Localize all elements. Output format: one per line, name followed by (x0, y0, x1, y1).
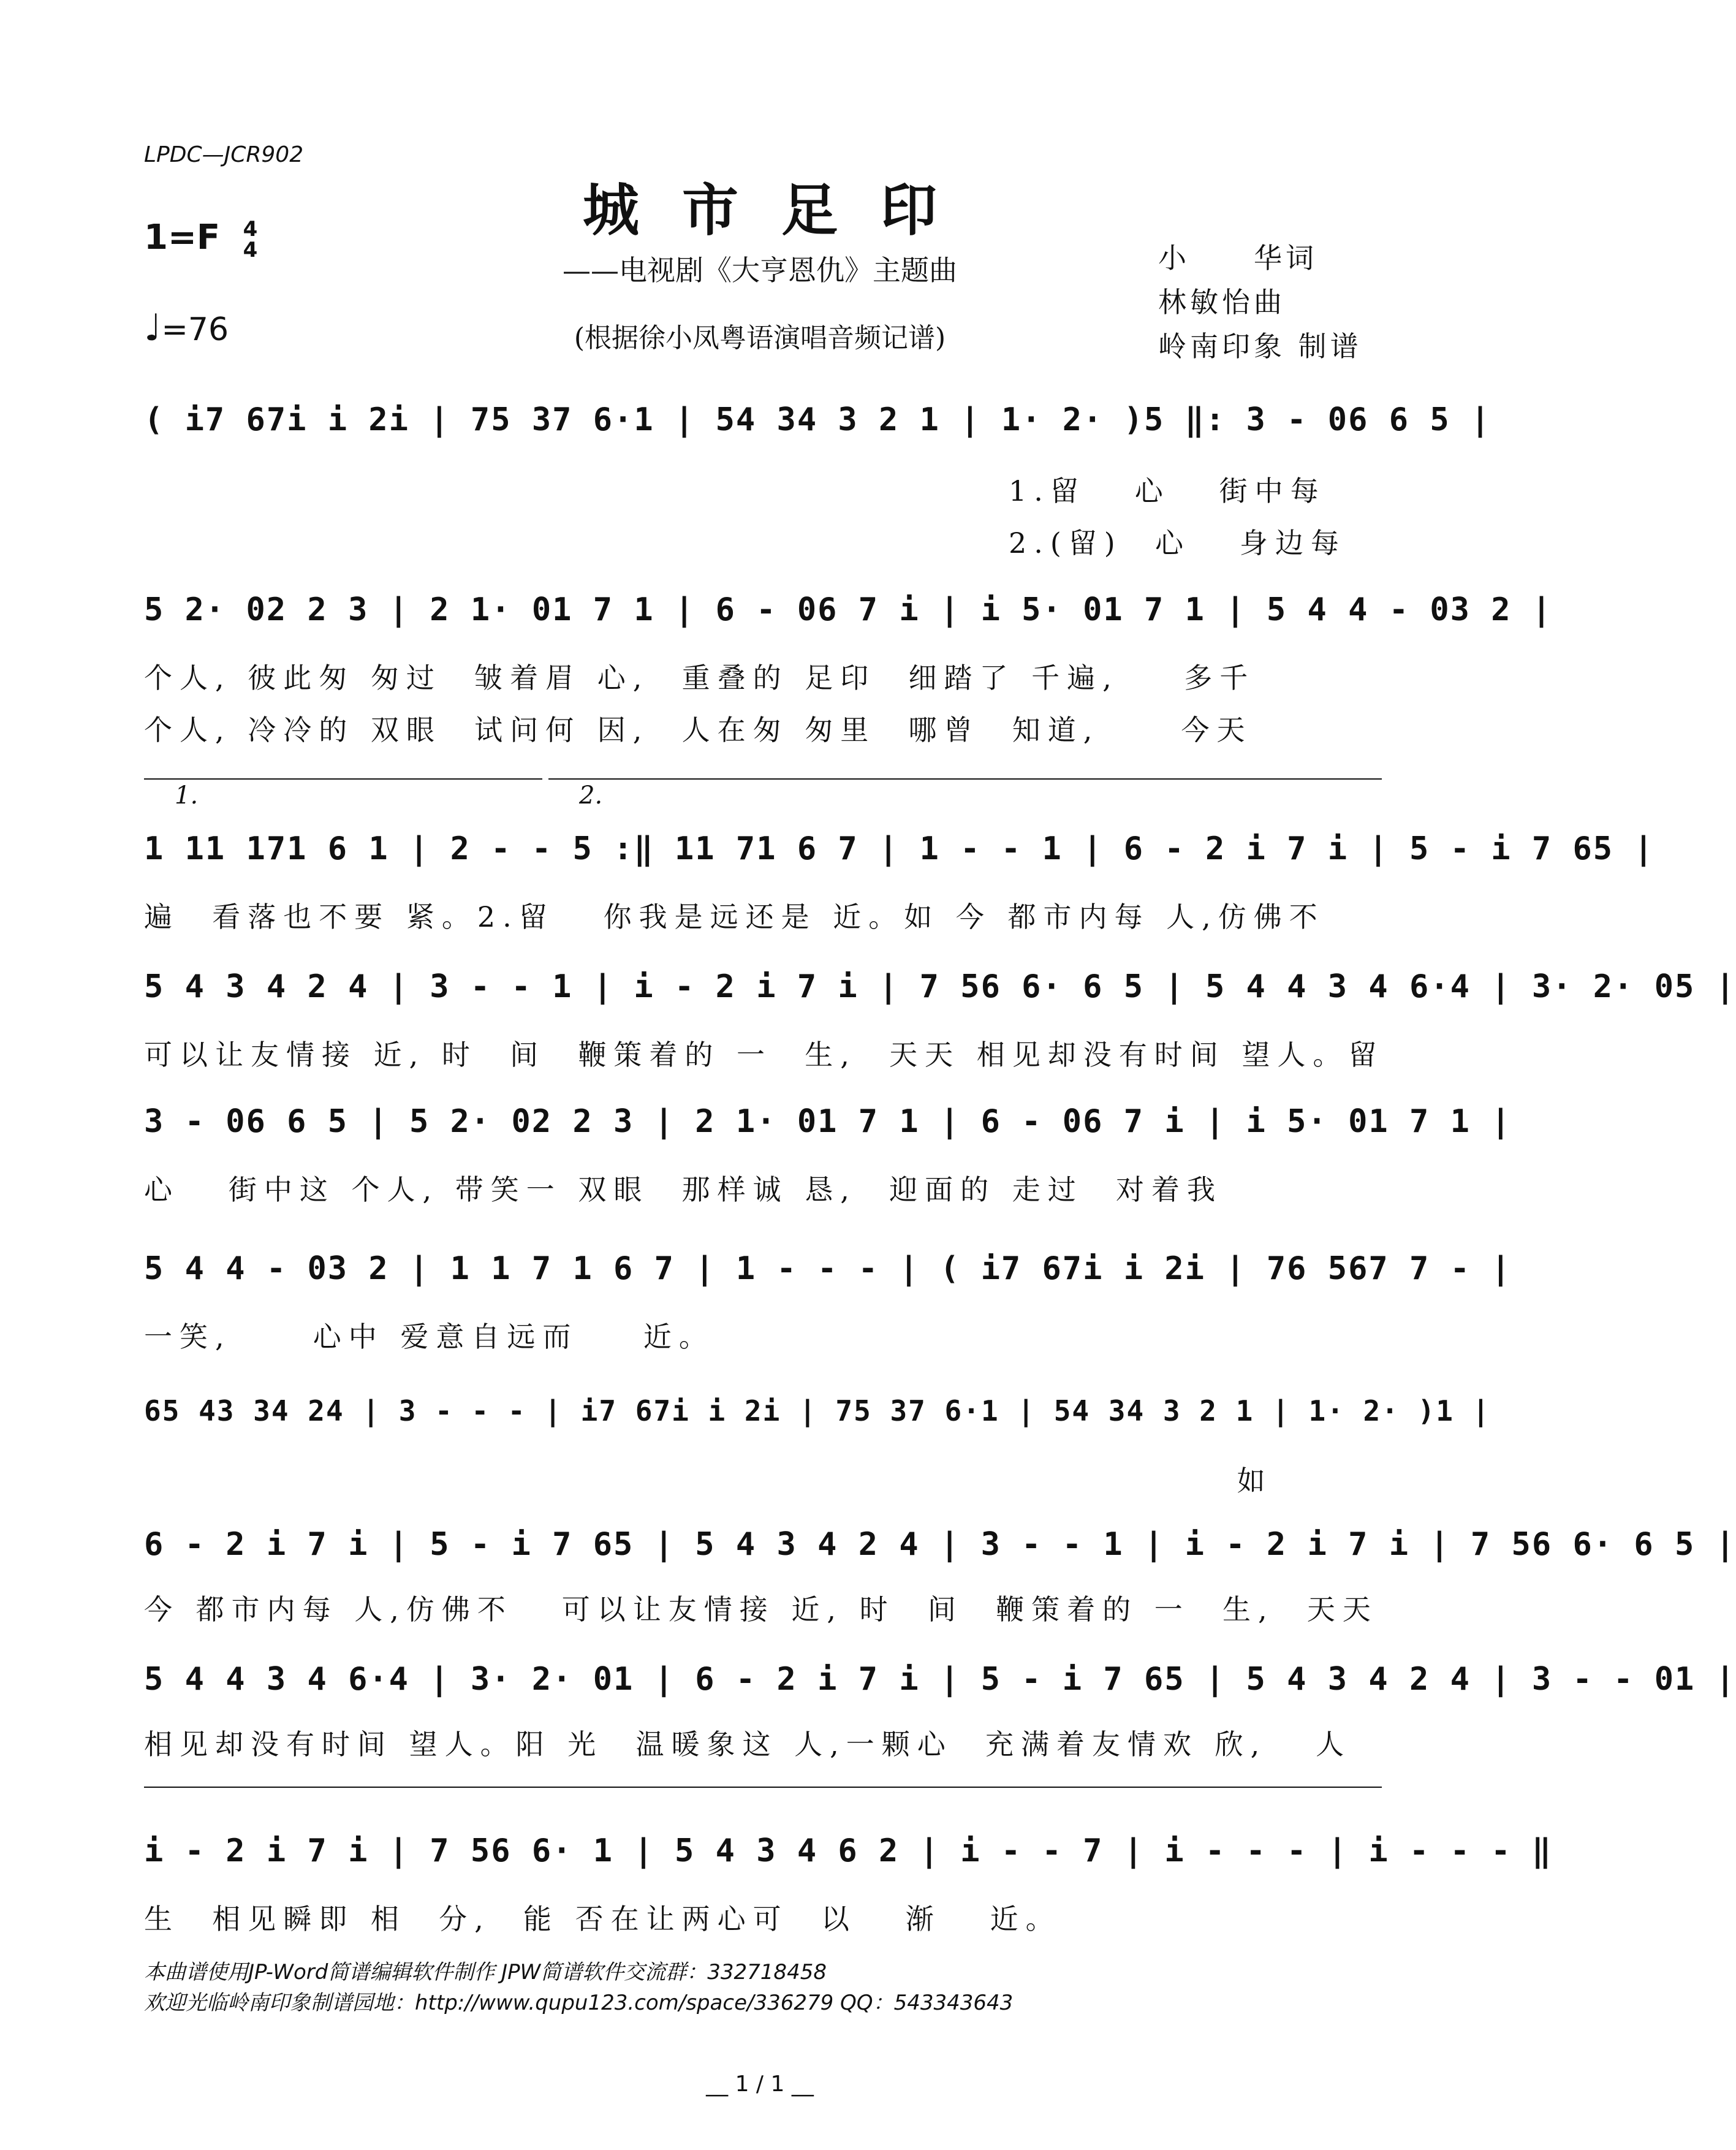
credits (1158, 236, 1362, 368)
volta-1-label: 1. (175, 781, 199, 810)
tempo-value: =76 (161, 311, 229, 348)
lyric-line-1: 遍 看落也不要 紧。2.留 你我是远还是 近。如 今 都市内每 人,仿佛不 (144, 900, 1325, 933)
lyric-line-1: 生 相见瞬即 相 分, 能 否在让两心可 以 渐 近。 (144, 1902, 1061, 1935)
notation-line: 5 4 3 4 2 4 | 3 - - 1 | i - 2 i 7 i | 7 56 6· 6 5 | 5 4 4 3 4 6·4 | 3· 2· 05 | (144, 968, 1736, 1005)
time-signature (243, 216, 258, 262)
quarter-note-icon: ♩ (144, 306, 162, 349)
notation-line: 6 - 2 i 7 i | 5 - i 7 65 | 5 4 3 4 2 4 | 3 - - 1 | i - 2 i 7 i | 7 56 6· 6 5 | (144, 1526, 1736, 1563)
lyric-line-1: 相见却没有时间 望人。阳 光 温暖象这 人,一颗心 充满着友情欢 欣, 人 (144, 1728, 1352, 1761)
lyric-line-1: 心 街中这 个人, 带笑一 双眼 那样诚 恳, 迎面的 走过 对着我 (144, 1173, 1222, 1206)
lyric-line-1: 可以让友情接 近, 时 间 鞭策着的 一 生, 天天 相见却没有时间 望人。留 (144, 1038, 1384, 1071)
arranger-credit: 岭南印象 制谱 (1158, 330, 1362, 363)
phrase-bracket (144, 1787, 1382, 1788)
composer-credit: 林敏怡曲 (1158, 286, 1286, 319)
notation-line: 3 - 06 6 5 | 5 2· 02 2 3 | 2 1· 01 7 1 | 6 - 06 7 i | i 5· 01 7 1 | (144, 1103, 1512, 1140)
notation-line: 5 4 4 - 03 2 | 1 1 7 1 6 7 | 1 - - - | ( i7 67i i 2i | 76 567 7 - | (144, 1250, 1512, 1287)
volta-bracket-1 (144, 778, 542, 780)
time-top: 4 (243, 216, 258, 241)
footer-website-note: 欢迎光临岭南印象制谱园地：http://www.qupu123.com/space/336279 QQ：543343643 (144, 1991, 1014, 2015)
lyricist-credit: 小 华词 (1158, 241, 1317, 275)
lyric-line-1: 1.留 心 街中每 (144, 474, 1326, 507)
page-number: __ 1 / 1 __ (706, 2072, 814, 2097)
key-signature (144, 218, 257, 260)
lyric-line-2: 个人, 冷冷的 双眼 试问何 因, 人在匆 匆里 哪曾 知道, 今天 (144, 713, 1253, 746)
score-code: LPDC—JCR902 (144, 142, 304, 167)
time-bottom: 4 (243, 237, 258, 262)
notation-line: 5 2· 02 2 3 | 2 1· 01 7 1 | 6 - 06 7 i | i 5· 01 7 1 | 5 4 4 - 03 2 | (144, 591, 1553, 628)
lyric-line-1: 如 (144, 1464, 1273, 1497)
lyric-line-1: 个人, 彼此匆 匆过 皱着眉 心, 重叠的 足印 细踏了 千遍, 多千 (144, 661, 1256, 694)
lyric-line-2: 2.(留) 心 身边每 (144, 526, 1346, 560)
song-subtitle: ——电视剧《大亨恩仇》主题曲 (563, 254, 957, 287)
tempo-marking (144, 306, 229, 349)
transcription-note: (根据徐小凤粤语演唱音频记谱) (574, 322, 946, 354)
lyric-line-1: 一笑, 心中 爱意自远而 近。 (144, 1320, 714, 1353)
notation-line: i - 2 i 7 i | 7 56 6· 1 | 5 4 3 4 6 2 | i - - 7 | i - - - | i - - - ‖ (144, 1833, 1553, 1869)
key-label: 1=F (144, 218, 221, 257)
notation-line: 1 11 171 6 1 | 2 - - 5 :‖ 11 71 6 7 | 1 - - 1 | 6 - 2 i 7 i | 5 - i 7 65 | (144, 830, 1655, 867)
notation-line: 65 43 34 24 | 3 - - - | i7 67i i 2i | 75 37 6·1 | 54 34 3 2 1 | 1· 2· )1 | (144, 1394, 1491, 1427)
volta-bracket-2 (548, 778, 1382, 780)
song-title: 城市足印 (582, 177, 980, 243)
notation-line: 5 4 4 3 4 6·4 | 3· 2· 01 | 6 - 2 i 7 i | 5 - i 7 65 | 5 4 3 4 2 4 | 3 - - 01 | (144, 1661, 1736, 1698)
footer-software-note: 本曲谱使用JP-Word简谱编辑软件制作 JPW简谱软件交流群：332718458 (144, 1960, 827, 1985)
lyric-line-1: 今 都市内每 人,仿佛不 可以让友情接 近, 时 间 鞭策着的 一 生, 天天 (144, 1593, 1378, 1626)
volta-2-label: 2. (579, 781, 603, 810)
notation-line: ( i7 67i i 2i | 75 37 6·1 | 54 34 3 2 1 | 1· 2· )5 ‖: 3 - 06 6 5 | (144, 401, 1492, 438)
